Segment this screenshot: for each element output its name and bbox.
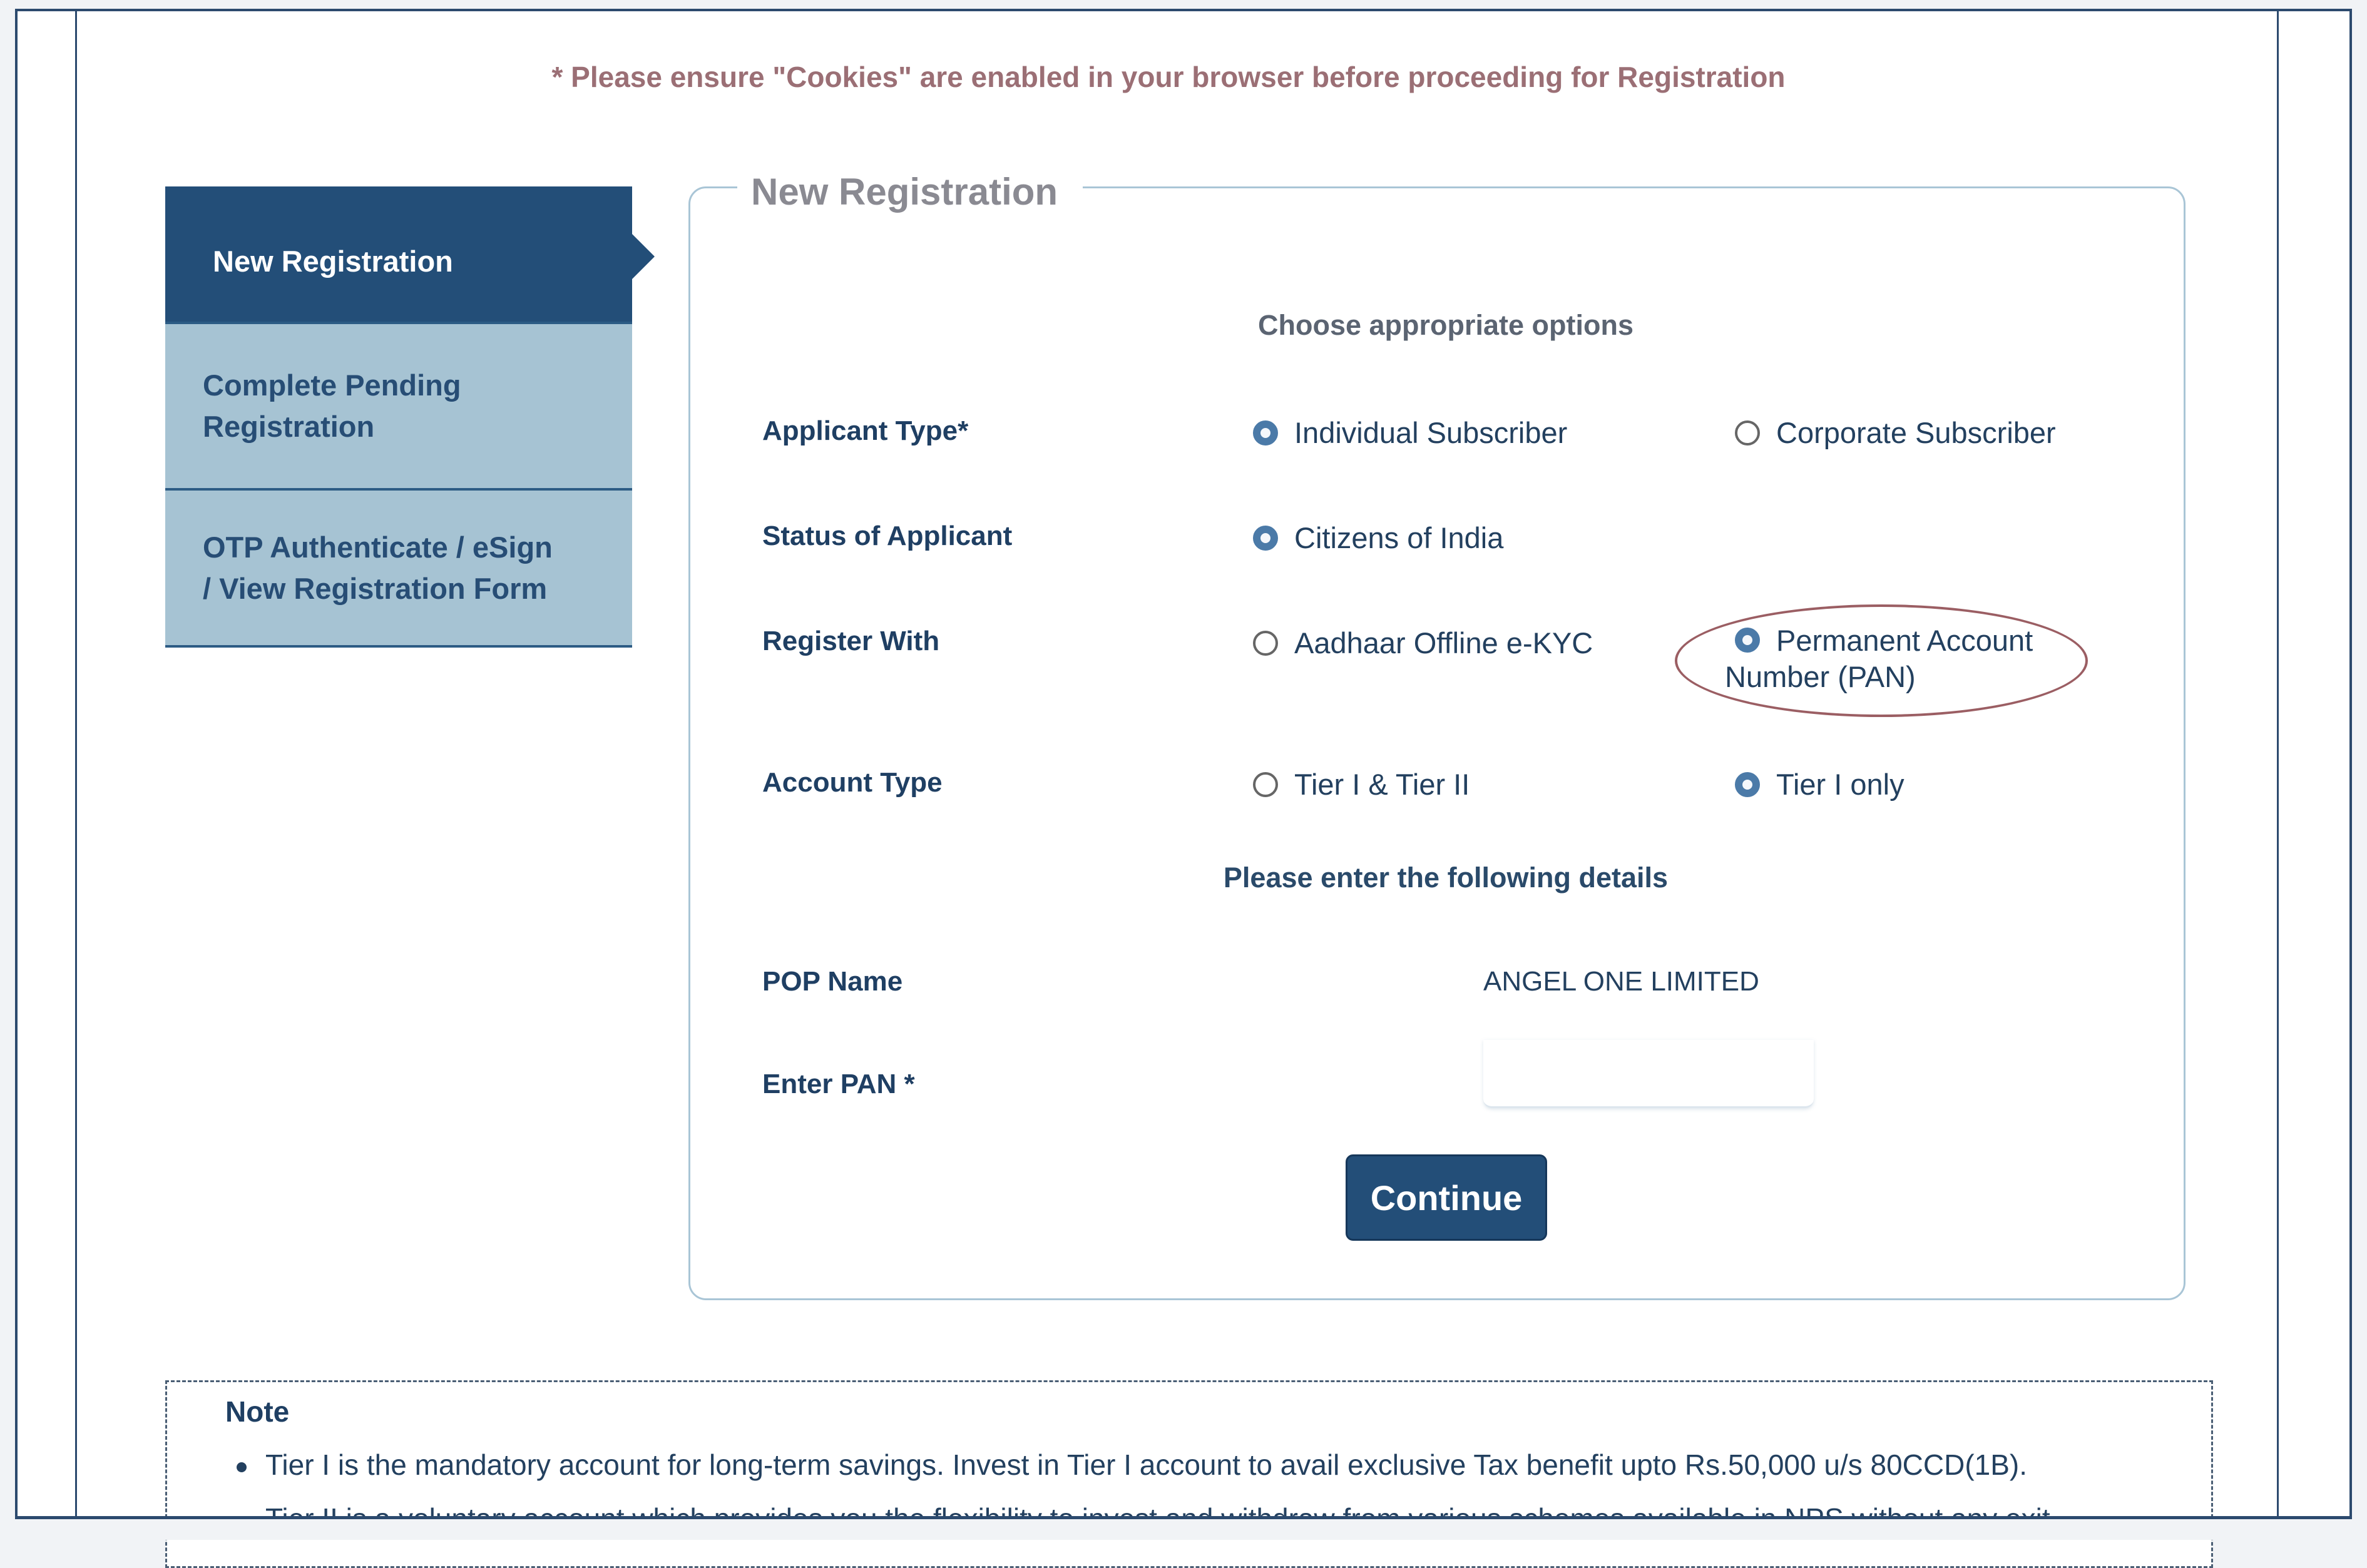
- radio-tier-1-and-tier-2[interactable]: [1253, 767, 1470, 802]
- radio-checked-icon[interactable]: [1253, 526, 1278, 551]
- left-border-rule: [75, 11, 77, 1516]
- option-label-line1: Permanent Account: [1776, 624, 2033, 657]
- option-label: Tier I & Tier II: [1294, 768, 1470, 801]
- option-label: Tier I only: [1776, 768, 1904, 801]
- note-item: [237, 1448, 2027, 1482]
- option-label: Corporate Subscriber: [1776, 416, 2056, 449]
- menu-item-label-line1: Complete Pending: [203, 369, 461, 402]
- radio-permanent-account-number[interactable]: [1725, 623, 2050, 695]
- bullet-icon: [237, 1462, 247, 1472]
- enter-details-heading: Please enter the following details: [1223, 862, 1669, 893]
- note-item-text: Tier I is the mandatory account for long-term savings. Invest in Tier I account to avail exclusive Tax benefit upto Rs.50,000 u/s 80CCD(1B).: [265, 1448, 2028, 1481]
- register-with-label: Register With: [762, 626, 940, 656]
- fieldset-legend: New Registration: [737, 170, 1083, 213]
- radio-checked-icon[interactable]: [1735, 628, 1760, 653]
- option-label-line2: Number (PAN): [1725, 660, 1916, 693]
- radio-aadhaar-offline-ekyc[interactable]: [1253, 626, 1593, 660]
- bottom-border: [15, 1516, 2352, 1519]
- radio-corporate-subscriber[interactable]: [1735, 415, 2056, 450]
- registration-fieldset: [688, 186, 2186, 1300]
- radio-tier-1-only[interactable]: [1735, 767, 1904, 802]
- active-pointer-arrow: [632, 234, 655, 279]
- radio-unchecked-icon[interactable]: [1253, 772, 1278, 797]
- menu-item-complete-pending-registration[interactable]: [165, 322, 632, 488]
- menu-item-label-line1: OTP Authenticate / eSign: [203, 530, 553, 564]
- status-of-applicant-label: Status of Applicant: [762, 521, 1013, 551]
- enter-pan-label: Enter PAN *: [762, 1069, 915, 1099]
- cookies-notice: * Please ensure "Cookies" are enabled in your browser before proceeding for Registration: [551, 61, 1786, 93]
- menu-item-new-registration[interactable]: [165, 186, 632, 322]
- applicant-type-label: Applicant Type*: [762, 415, 969, 446]
- pan-input[interactable]: [1483, 1040, 1814, 1108]
- menu-item-label-line2: / View Registration Form: [203, 571, 548, 605]
- choose-options-heading: Choose appropriate options: [1257, 309, 1634, 341]
- menu-item-label-line2: Registration: [203, 410, 375, 443]
- right-border-rule: [2277, 11, 2279, 1516]
- option-label: Individual Subscriber: [1294, 416, 1568, 449]
- pop-name-value: ANGEL ONE LIMITED: [1483, 966, 1759, 997]
- continue-button[interactable]: Continue: [1346, 1154, 1547, 1241]
- menu-item-otp-esign-view-form[interactable]: [165, 488, 632, 648]
- pop-name-label: POP Name: [762, 966, 903, 997]
- menu-item-label: New Registration: [213, 245, 453, 278]
- viewport-cutoff: [0, 1519, 2367, 1540]
- option-label: Aadhaar Offline e-KYC: [1294, 626, 1593, 659]
- note-title: Note: [225, 1395, 290, 1428]
- radio-individual-subscriber[interactable]: [1253, 415, 1567, 450]
- radio-unchecked-icon[interactable]: [1735, 420, 1760, 445]
- radio-checked-icon[interactable]: [1253, 420, 1278, 445]
- account-type-label: Account Type: [762, 767, 943, 798]
- option-label: Citizens of India: [1294, 521, 1504, 554]
- radio-citizens-of-india[interactable]: [1253, 521, 1503, 555]
- radio-unchecked-icon[interactable]: [1253, 631, 1278, 656]
- radio-checked-icon[interactable]: [1735, 772, 1760, 797]
